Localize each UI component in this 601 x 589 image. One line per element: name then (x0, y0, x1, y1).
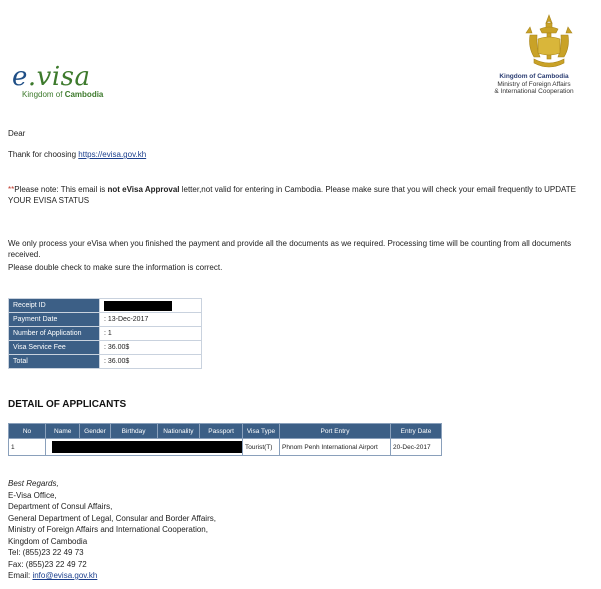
redaction-bar (52, 441, 242, 453)
receipt-label: Receipt ID (9, 299, 100, 313)
signature-ministry: Ministry of Foreign Affairs and International Cooperation, (8, 525, 208, 534)
col-visa-type: Visa Type (243, 424, 280, 439)
receipt-value: : 36.00$ (100, 355, 202, 369)
col-name: Name (46, 424, 80, 439)
cell-visa-type: Tourist(T) (243, 439, 280, 456)
ministry-name: Ministry of Foreign Affairs (497, 80, 571, 88)
email-prefix: Email: (8, 571, 33, 580)
note-bold: not eVisa Approval (107, 185, 180, 194)
best-regards: Best Regards, (8, 479, 59, 488)
thanks-prefix: Thank for choosing (8, 150, 79, 159)
cell-port-entry: Phnom Penh International Airport (280, 439, 391, 456)
table-row (9, 439, 442, 456)
ministry-cooperation: & International Cooperation (494, 88, 574, 95)
evisa-site-link[interactable]: https://evisa.gov.kh (78, 150, 147, 159)
signature-kingdom: Kingdom of Cambodia (8, 536, 88, 546)
receipt-label: Visa Service Fee (9, 341, 100, 355)
receipt-row (9, 327, 202, 341)
processing-paragraph: We only process your eVisa when you finished the payment and provide all the documents as we required. Processing time will be counting from all documents received. (8, 239, 572, 259)
logo-e-letter: e (12, 62, 28, 92)
receipt-value: : 36.00$ (100, 341, 202, 355)
receipt-row (9, 313, 202, 327)
col-entry-date: Entry Date (391, 424, 442, 439)
col-birthday: Birthday (110, 424, 157, 439)
signature-email-line (8, 570, 216, 582)
signature-office: E-Visa Office, (8, 490, 57, 500)
cell-no: 1 (9, 439, 46, 456)
note-part2: letter,not valid for entering in Cambodia. Please make sure that you will check your email frequently to UPDATE YOUR EVISA STATUS (8, 185, 576, 205)
thanks-line (8, 149, 146, 160)
receipt-table (8, 298, 202, 369)
col-no: No (9, 424, 46, 439)
logo-subtitle-prefix: Kingdom of (22, 90, 65, 99)
evisa-logo (12, 62, 91, 92)
royal-crest-icon (520, 13, 578, 73)
receipt-label: Number of Application (9, 327, 100, 341)
approval-note (8, 184, 594, 206)
email-link[interactable]: info@evisa.gov.kh (32, 571, 98, 580)
receipt-row (9, 299, 202, 313)
signature-general-department: General Department of Legal, Consular and Border Affairs, (8, 513, 216, 523)
note-stars: ** (8, 185, 15, 194)
signature-fax: Fax: (855)23 22 49 72 (8, 559, 87, 569)
receipt-label: Payment Date (9, 313, 100, 327)
note-part1: Please note: This email is (14, 185, 108, 194)
col-passport: Passport (200, 424, 243, 439)
applicants-heading: DETAIL OF APPLICANTS (8, 399, 127, 410)
receipt-row (9, 341, 202, 355)
ministry-block (479, 73, 589, 96)
receipt-value: : 1 (100, 327, 202, 341)
cell-redacted (46, 439, 243, 456)
col-port-entry: Port Entry (280, 424, 391, 439)
receipt-value: : 13-Dec-2017 (100, 313, 202, 327)
applicants-table (8, 423, 442, 456)
salutation: Dear (8, 129, 26, 138)
receipt-label: Total (9, 355, 100, 369)
col-nationality: Nationality (157, 424, 200, 439)
table-header-row (9, 424, 442, 439)
logo-subtitle-bold: Cambodia (64, 90, 104, 99)
receipt-row (9, 355, 202, 369)
double-check-line: Please double check to make sure the information is correct. (8, 263, 223, 272)
ministry-kingdom: Kingdom of Cambodia (499, 73, 569, 80)
cell-entry-date: 20-Dec-2017 (391, 439, 442, 456)
signature-department: Department of Consul Affairs, (8, 502, 113, 511)
signature-block (8, 478, 216, 582)
receipt-value (100, 299, 202, 313)
redaction-bar (104, 301, 172, 311)
col-gender: Gender (80, 424, 110, 439)
logo-subtitle (22, 90, 103, 99)
logo-visa-text: .visa (27, 62, 91, 92)
signature-tel: Tel: (855)23 22 49 73 (8, 548, 84, 557)
